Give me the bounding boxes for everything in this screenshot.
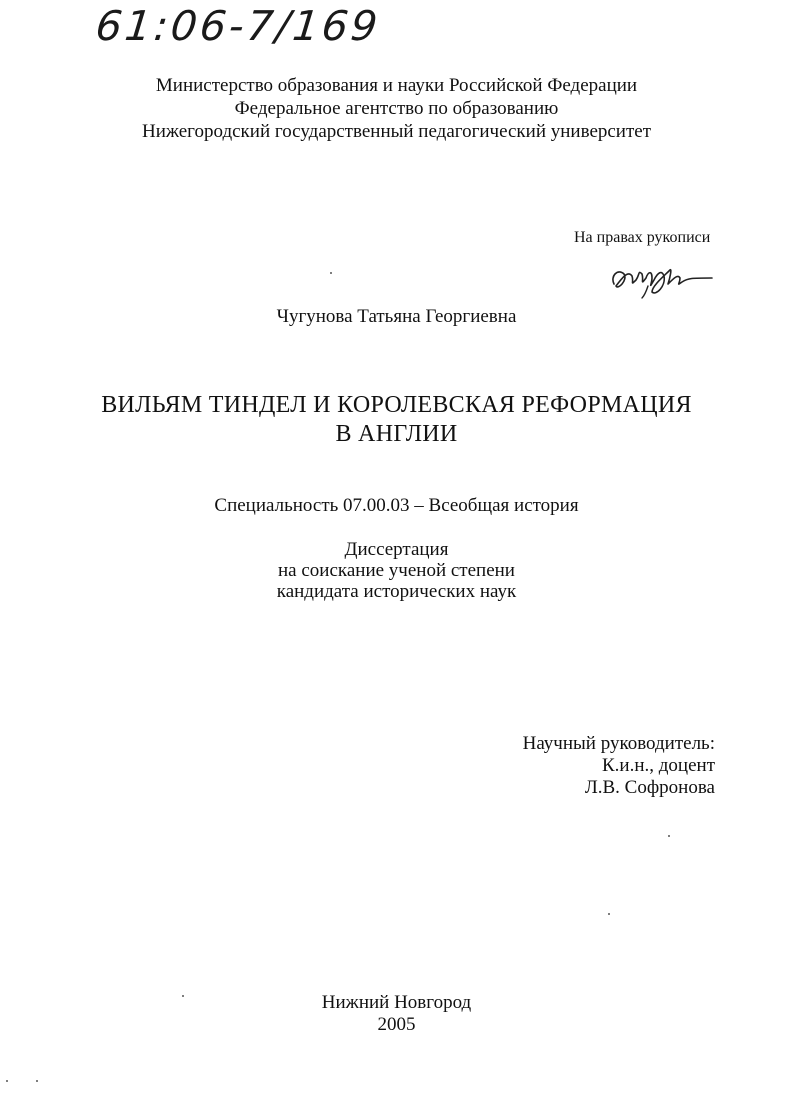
agency-line: Федеральное агентство по образованию xyxy=(234,98,559,119)
author-name: Чугунова Татьяна Георгиевна xyxy=(276,306,517,327)
footer xyxy=(0,992,793,1036)
ministry-line: Министерство образования и науки Российской Федерации xyxy=(155,75,638,96)
specialty: Специальность 07.00.03 – Всеобщая история xyxy=(214,495,579,516)
archive-code: 61:06-7/169 xyxy=(93,2,383,50)
year: 2005 xyxy=(377,1014,416,1035)
advisor-degree: К.и.н., доцент xyxy=(602,755,715,776)
scan-speck xyxy=(668,835,670,837)
signature xyxy=(608,256,718,302)
scan-speck xyxy=(6,1080,8,1082)
title-line-1: ВИЛЬЯМ ТИНДЕЛ И КОРОЛЕВСКАЯ РЕФОРМАЦИЯ xyxy=(101,392,692,418)
advisor-block xyxy=(523,733,715,799)
title-line-2: В АНГЛИИ xyxy=(335,421,458,447)
scan-speck xyxy=(330,272,332,274)
university-line: Нижегородский государственный педагогический университет xyxy=(141,121,652,142)
dissertation-description xyxy=(0,539,793,602)
dissertation-line-3: кандидата исторических наук xyxy=(276,581,517,602)
dissertation-title xyxy=(0,391,793,449)
rights-note: На правах рукописи xyxy=(574,229,711,246)
scan-speck xyxy=(36,1080,38,1082)
city: Нижний Новгород xyxy=(321,992,472,1013)
advisor-name: Л.В. Софронова xyxy=(584,777,715,798)
advisor-label: Научный руководитель: xyxy=(522,733,715,754)
institution-header xyxy=(0,74,793,143)
dissertation-line-1: Диссертация xyxy=(344,539,449,560)
scan-speck xyxy=(608,913,610,915)
dissertation-line-2: на соискание ученой степени xyxy=(278,560,515,581)
scan-speck xyxy=(182,995,184,997)
